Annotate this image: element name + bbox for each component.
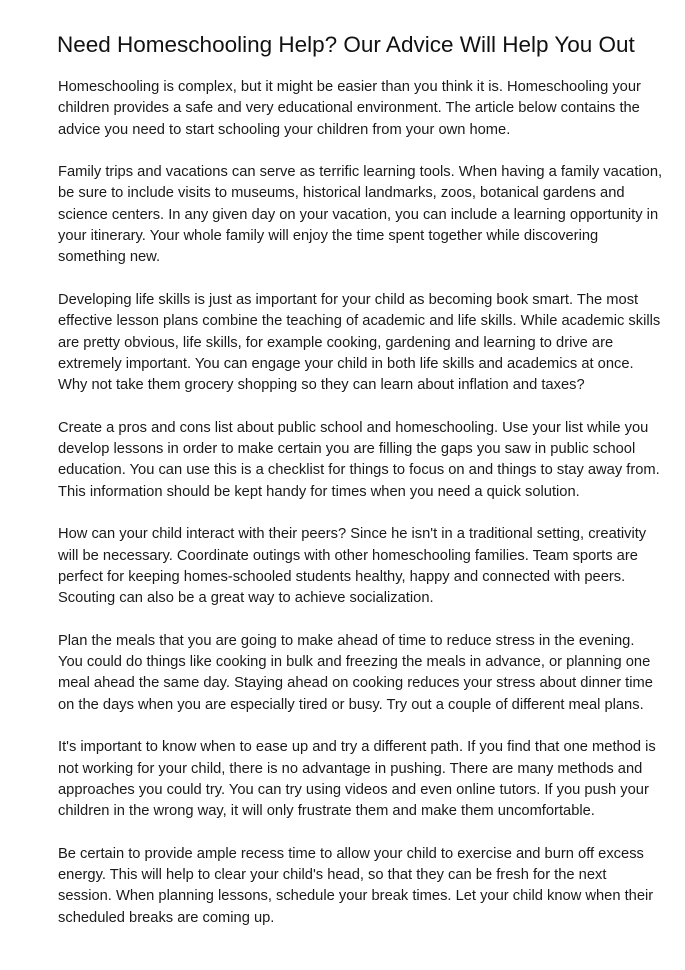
page-title: Need Homeschooling Help? Our Advice Will Help You Out [57, 32, 635, 57]
paragraph-line: Family trips and vacations can serve as terrific learning tools. When having a family vacation, [58, 164, 663, 181]
paragraph [58, 290, 662, 396]
paragraph [58, 631, 662, 716]
paragraph-line: session. When planning lessons, schedule your break times. Let your child know when their [58, 888, 654, 905]
paragraph [58, 162, 662, 268]
paragraph-line: How can your child interact with their peers? Since he isn't in a traditional setting, creativity [58, 526, 647, 543]
paragraph-line: perfect for keeping homes-schooled students healthy, happy and connected with peers. [58, 568, 626, 585]
paragraph-line: Why not take them grocery shopping so they can learn about inflation and taxes? [58, 377, 585, 394]
paragraph-line: on the days when you are especially tired or busy. Try out a couple of different meal plans. [58, 696, 644, 713]
paragraph-line: It's important to know when to ease up and try a different path. If you find that one method is [58, 739, 656, 756]
paragraph-line: develop lessons in order to make certain you are filling the gaps you saw in public school [58, 441, 636, 458]
paragraph-line: scheduled breaks are coming up. [58, 909, 275, 926]
paragraph-line: children provides a safe and very educational environment. The article below contains the [58, 100, 640, 117]
paragraph-line: You could do things like cooking in bulk and freezing the meals in advance, or planning one [58, 654, 651, 671]
paragraph-line: not working for your child, there is no advantage in pushing. There are many methods and [58, 760, 643, 777]
paragraph-line: Plan the meals that you are going to make ahead of time to reduce stress in the evening. [58, 632, 635, 649]
paragraph-line: are pretty obvious, life skills, for example cooking, gardening and learning to drive are [58, 334, 614, 351]
paragraph-line: education. You can use this is a checklist for things to focus on and things to stay away from. [58, 462, 660, 479]
paragraph [58, 418, 662, 503]
paragraph-line: something new. [58, 249, 161, 266]
paragraph-line: effective lesson plans combine the teaching of academic and life skills. While academic skills [58, 313, 661, 330]
paragraph [58, 524, 662, 609]
paragraph [58, 77, 662, 141]
paragraph-line: Homeschooling is complex, but it might be easier than you think it is. Homeschooling your [58, 79, 641, 95]
paragraph-line: This information should be kept handy for times when you need a quick solution. [58, 483, 580, 500]
paragraph-line: energy. This will help to clear your child's head, so that they can be fresh for the next [58, 866, 607, 883]
paragraph-line: science centers. In any given day on your vacation, you can include a learning opportunity in [58, 206, 659, 223]
paragraph [58, 737, 662, 822]
paragraph-line: children in the wrong way, it will only frustrate them and make them uncomfortable. [58, 803, 595, 820]
paragraph-line: Scouting can also be a great way to achieve socialization. [58, 590, 434, 607]
paragraph-line: your itinerary. Your whole family will enjoy the time spent together while discovering [58, 228, 599, 245]
paragraph-line: approaches you could try. You can try using videos and even online tutors. If you push your [58, 781, 649, 798]
paragraph-line: advice you need to start schooling your children from your own home. [58, 121, 511, 138]
paragraph [58, 844, 662, 929]
article-body [58, 77, 662, 950]
paragraph-line: be sure to include visits to museums, historical landmarks, zoos, botanical gardens and [58, 185, 625, 202]
paragraph-line: extremely important. You can engage your child in both life skills and academics at once. [58, 355, 634, 372]
paragraph-line: meal ahead the same day. Staying ahead on cooking reduces your stress about dinner time [58, 675, 653, 692]
paragraph-line: Developing life skills is just as important for your child as becoming book smart. The most [58, 291, 639, 308]
paragraph-line: Create a pros and cons list about public school and homeschooling. Use your list while you [58, 419, 649, 436]
paragraph-line: will be necessary. Coordinate outings with other homeschooling families. Team sports are [58, 547, 638, 564]
paragraph-line: Be certain to provide ample recess time to allow your child to exercise and burn off excess [58, 845, 644, 862]
